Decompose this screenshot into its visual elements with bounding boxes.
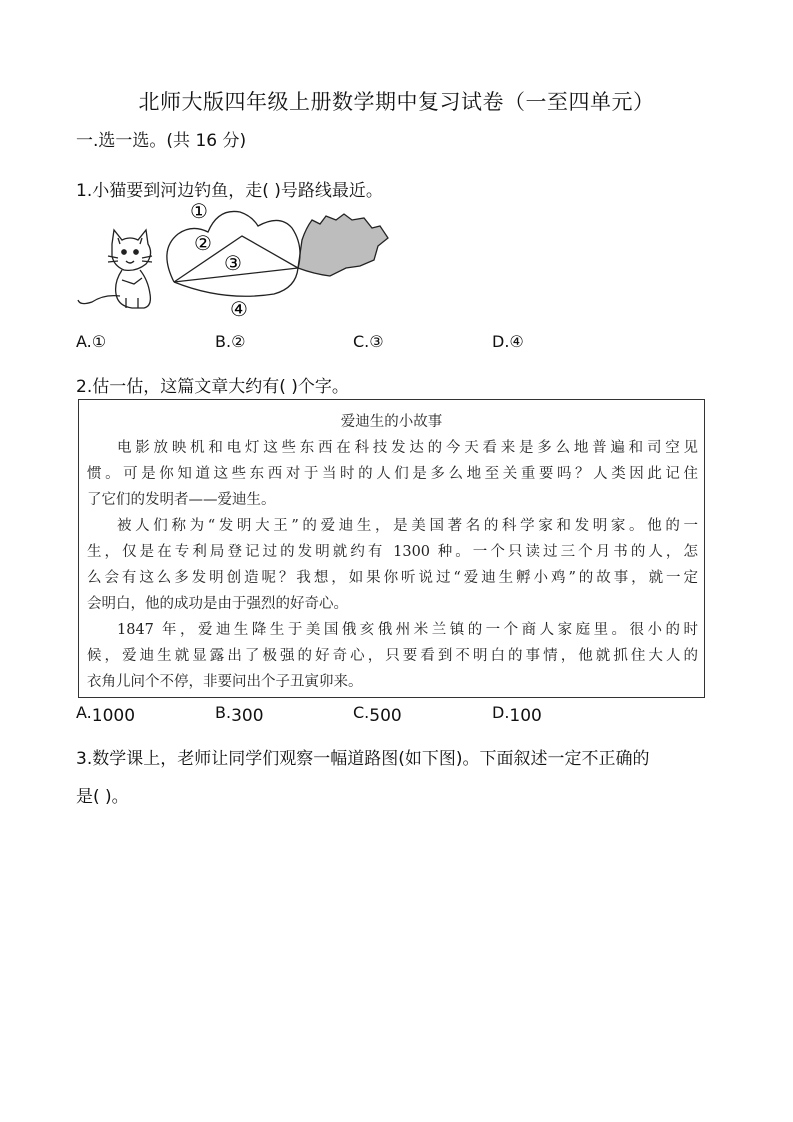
- q1-option-a[interactable]: A.①: [76, 332, 107, 351]
- question-2-options: [76, 703, 716, 729]
- q2-option-d-letter: D.: [492, 703, 510, 722]
- q2-option-b[interactable]: [215, 703, 264, 726]
- q2-option-d[interactable]: [492, 703, 542, 726]
- article-line: 生，仅是在专利局登记过的发明就约有 1300 种。一个只读过三个月书的人，怎: [87, 544, 698, 560]
- q1-option-c[interactable]: C.③: [353, 332, 384, 351]
- cat-illustration: [78, 230, 152, 308]
- question-3-line-2: 是( )。: [76, 787, 129, 807]
- q2-option-c[interactable]: [353, 703, 402, 726]
- q2-option-b-value: 300: [231, 706, 264, 726]
- q2-option-a-letter: A.: [76, 703, 92, 722]
- river-shape: [298, 214, 388, 276]
- q2-option-c-value: 500: [369, 706, 402, 726]
- route-label-2: ②: [194, 231, 212, 255]
- article-box: [78, 399, 705, 698]
- q1-option-b[interactable]: B.②: [215, 332, 246, 351]
- article-line: 电影放映机和电灯这些东西在科技发达的今天看来是多么地普遍和司空见: [117, 440, 698, 456]
- q2-option-d-value: 100: [509, 706, 542, 726]
- article-line: 1847 年，爱迪生降生于美国俄亥俄州米兰镇的一个商人家庭里。很小的时: [117, 622, 698, 638]
- article-line: 候，爱迪生就显露出了极强的好奇心，只要看到不明白的事情，他就抓住大人的: [87, 648, 698, 664]
- article-line: 衣角儿问个不停，非要问出个子丑寅卯来。: [87, 674, 363, 690]
- route-label-1: ①: [190, 199, 208, 223]
- q2-option-a-value: 1000: [91, 706, 136, 726]
- question-1-options: [76, 332, 716, 356]
- question-3-line-1: 3.数学课上，老师让同学们观察一幅道路图(如下图)。下面叙述一定不正确的: [76, 749, 650, 769]
- article-line: 了它们的发明者——爱迪生。: [87, 492, 276, 508]
- route-label-3: ③: [224, 251, 242, 275]
- q2-option-c-letter: C.: [353, 703, 370, 722]
- route-figure: [74, 198, 394, 322]
- q2-option-a[interactable]: [76, 703, 136, 726]
- article-line: 被人们称为“发明大王”的爱迪生，是美国著名的科学家和发明家。他的一: [117, 518, 698, 534]
- section-heading: 一.选一选。(共 16 分): [76, 131, 247, 151]
- question-2-text: 2.估一估，这篇文章大约有( )个字。: [76, 377, 349, 397]
- q2-option-b-letter: B.: [215, 703, 232, 722]
- article-line: 会明白，他的成功是由于强烈的好奇心。: [87, 596, 348, 612]
- article-line: 惯。可是你知道这些东西对于当时的人们是多么地至关重要吗？人类因此记住: [87, 466, 698, 482]
- page-title: 北师大版四年级上册数学期中复习试卷（一至四单元）: [138, 90, 655, 114]
- route-label-4: ④: [230, 297, 248, 321]
- article-line: 么会有这么多发明创造呢？我想，如果你听说过“爱迪生孵小鸡”的故事，就一定: [87, 570, 698, 586]
- article-title: 爱迪生的小故事: [340, 414, 443, 430]
- question-1-text: 1.小猫要到河边钓鱼，走( )号路线最近。: [76, 181, 383, 201]
- q1-option-d[interactable]: D.④: [492, 332, 524, 351]
